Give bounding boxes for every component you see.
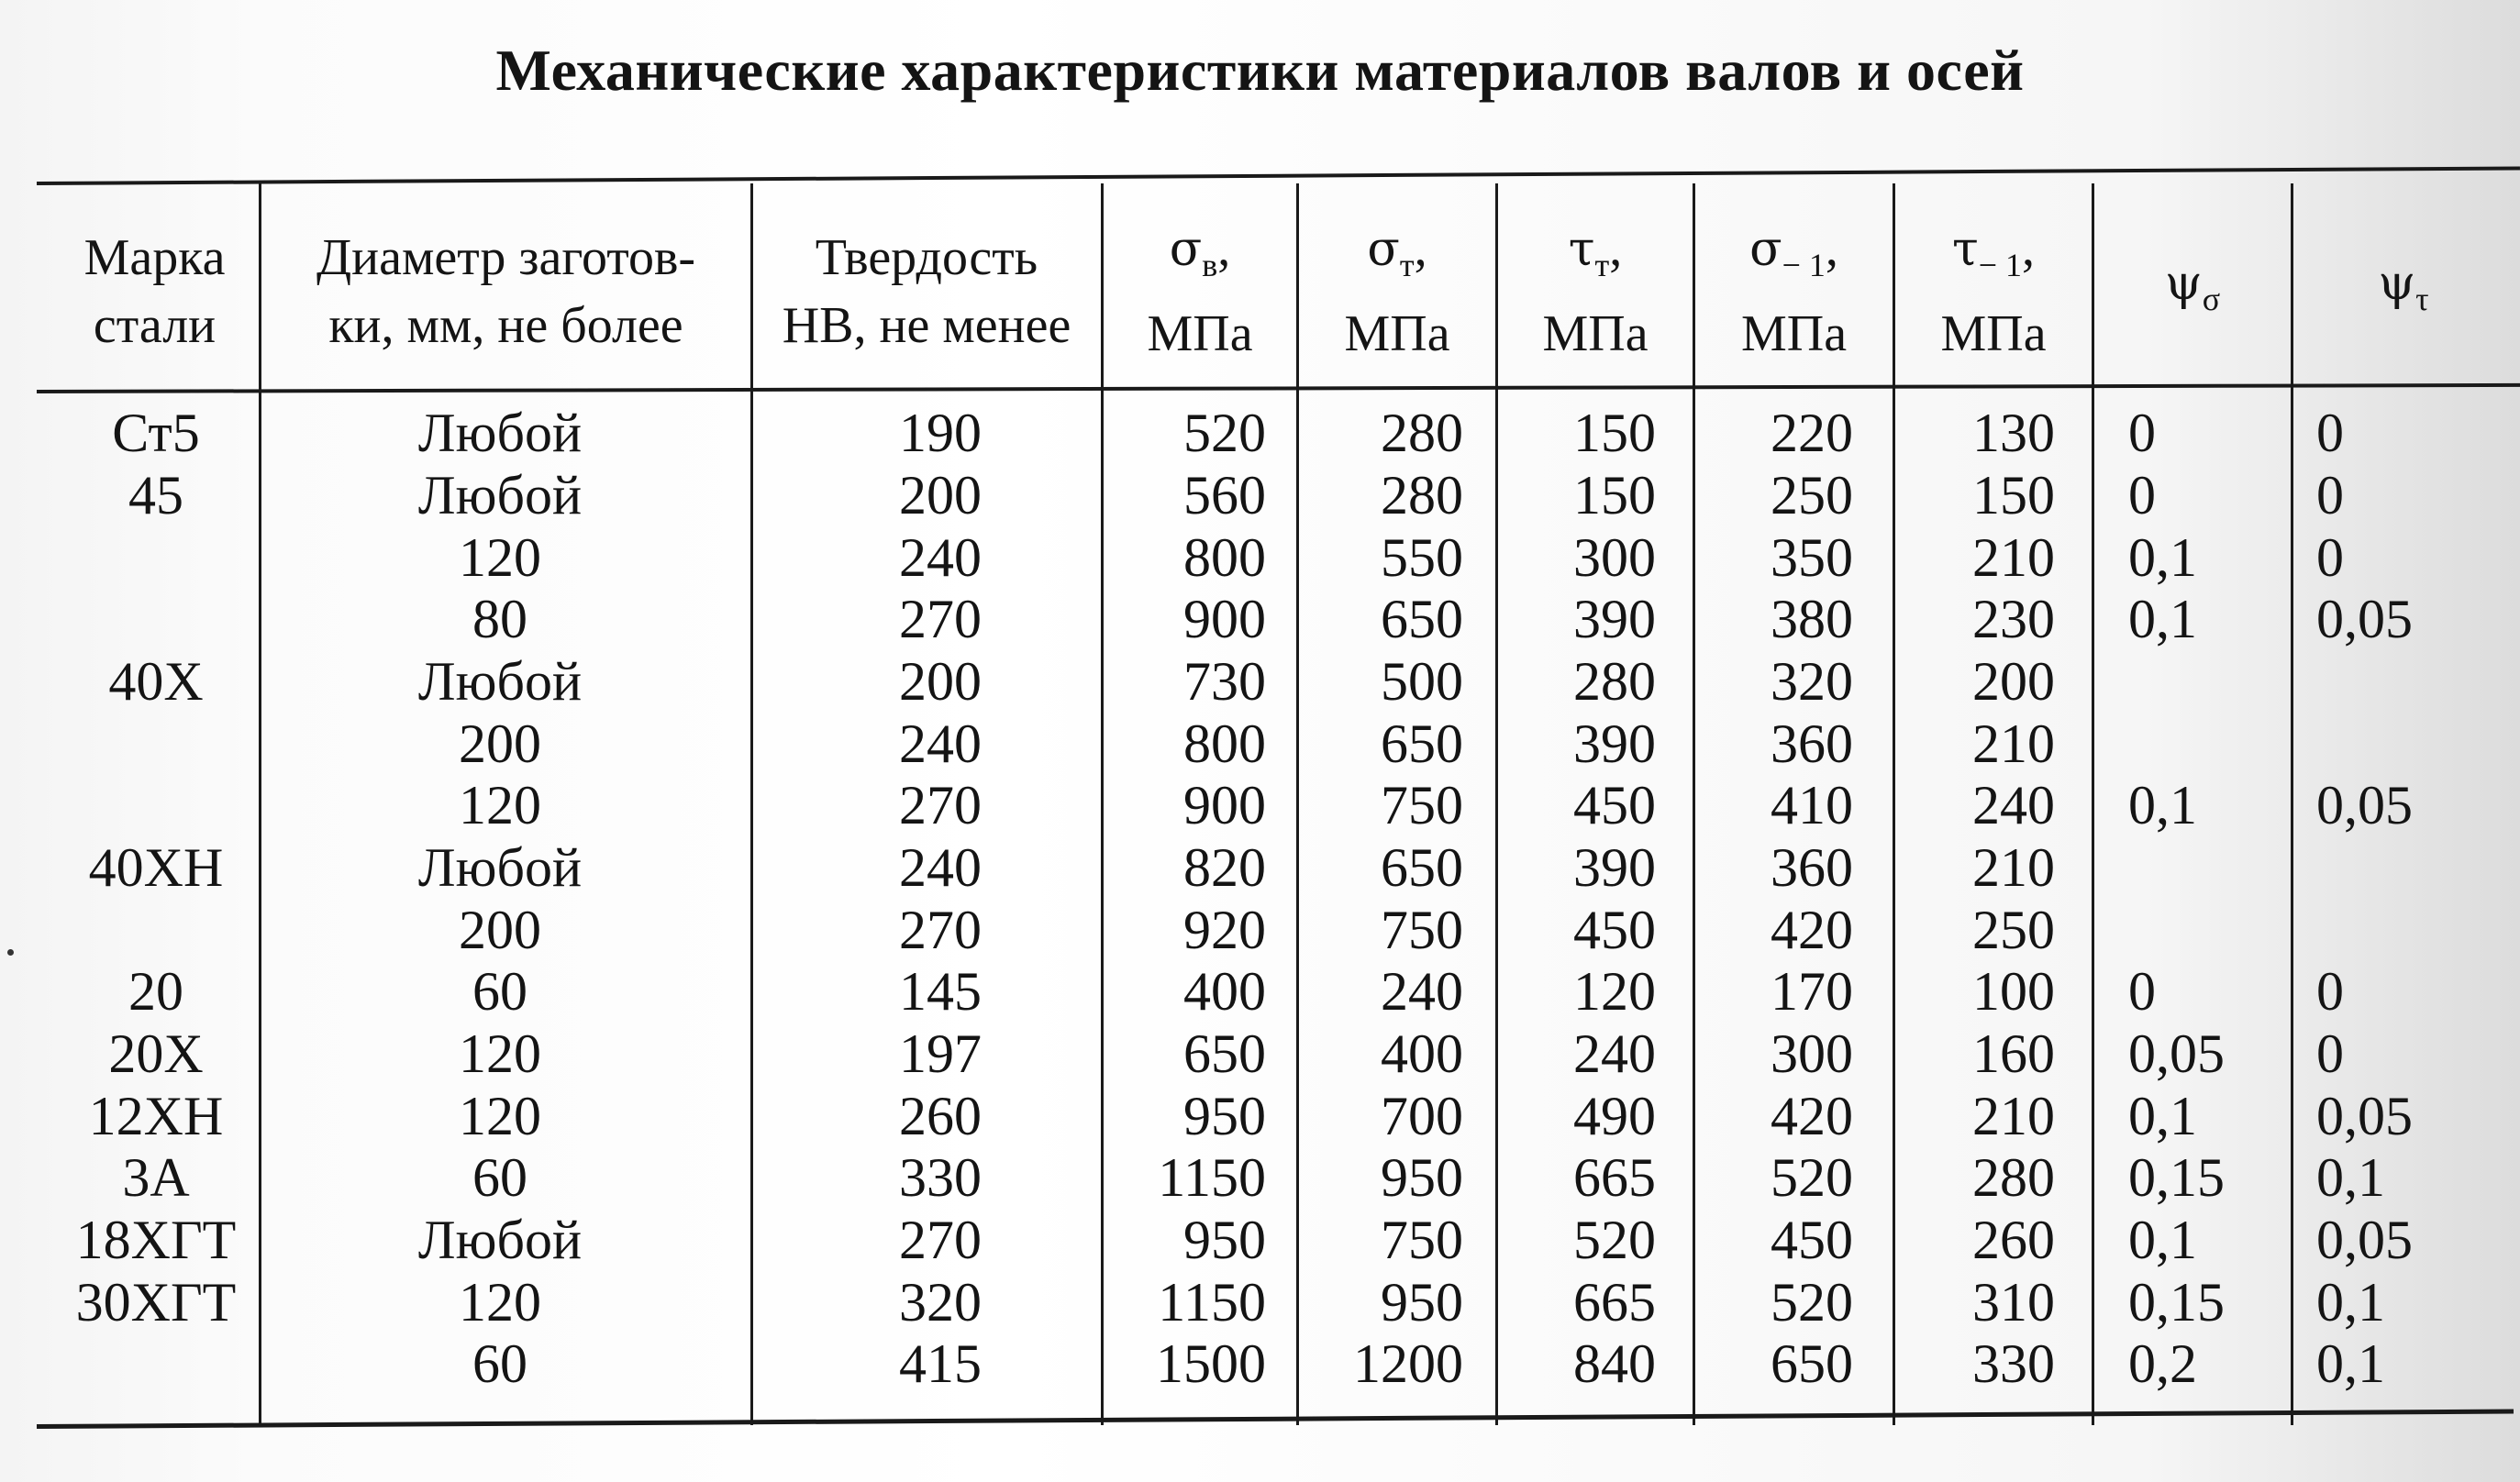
symbol-char: τ xyxy=(1951,222,1979,278)
header-unit: МПа xyxy=(1542,304,1649,362)
cell-psi-sigma: 0,1 xyxy=(2128,1210,2197,1270)
table-row xyxy=(0,836,2520,899)
cell-sigma-minus-1: 520 xyxy=(1771,1147,1853,1208)
cell-tau-t: 450 xyxy=(1573,900,1656,960)
symbol-comma: , xyxy=(1217,220,1231,278)
cell-tau-t: 280 xyxy=(1573,651,1656,712)
header-unit: МПа xyxy=(1940,304,2047,362)
cell-sigma-b: 1500 xyxy=(1156,1333,1266,1394)
cell-psi-tau: 0,1 xyxy=(2316,1272,2385,1333)
cell-sigma-minus-1: 650 xyxy=(1771,1333,1853,1394)
cell-psi-tau: 0 xyxy=(2316,403,2344,463)
table-row xyxy=(0,526,2520,589)
cell-tau-t: 390 xyxy=(1573,713,1656,774)
header-blank-diameter xyxy=(261,197,750,385)
table-row xyxy=(0,960,2520,1023)
cell-psi-tau: 0,05 xyxy=(2316,1086,2413,1146)
symbol-char: σ xyxy=(1749,222,1782,278)
cell-psi-tau xyxy=(2316,836,2509,899)
header-unit: МПа xyxy=(1740,304,1848,362)
cell-tau-minus-1: 330 xyxy=(1972,1333,2055,1394)
cell-hardness: 270 xyxy=(899,775,982,835)
cell-tau-minus-1: 260 xyxy=(1972,1210,2055,1270)
cell-blank-diameter: 60 xyxy=(472,1147,527,1208)
cell-sigma-t: 950 xyxy=(1381,1272,1463,1333)
cell-sigma-minus-1: 250 xyxy=(1771,465,1853,525)
cell-psi-tau xyxy=(2316,650,2509,713)
cell-sigma-b: 900 xyxy=(1183,775,1266,835)
symbol-subscript: в xyxy=(1202,247,1218,284)
cell-sigma-t: 750 xyxy=(1381,1210,1463,1270)
cell-sigma-minus-1: 520 xyxy=(1771,1272,1853,1333)
cell-sigma-minus-1: 420 xyxy=(1771,900,1853,960)
cell-hardness: 260 xyxy=(899,1086,982,1146)
cell-sigma-t: 400 xyxy=(1381,1023,1463,1084)
symbol-subscript: σ xyxy=(2202,281,2221,318)
cell-tau-t: 390 xyxy=(1573,589,1656,649)
cell-psi-tau: 0,05 xyxy=(2316,589,2413,649)
cell-psi-sigma xyxy=(2128,836,2312,899)
cell-tau-minus-1: 210 xyxy=(1972,713,2055,774)
cell-hardness: 200 xyxy=(899,465,982,525)
cell-sigma-b: 920 xyxy=(1183,900,1266,960)
cell-steel-grade: 3А xyxy=(122,1147,190,1208)
cell-psi-tau: 0 xyxy=(2316,961,2344,1022)
cell-blank-diameter: 60 xyxy=(472,961,527,1022)
cell-tau-t: 450 xyxy=(1573,775,1656,835)
cell-tau-minus-1: 200 xyxy=(1972,651,2055,712)
cell-sigma-b: 800 xyxy=(1183,527,1266,588)
cell-psi-sigma xyxy=(2128,899,2312,961)
cell-sigma-b: 900 xyxy=(1183,589,1266,649)
cell-steel-grade xyxy=(50,526,261,589)
cell-blank-diameter: 120 xyxy=(459,527,541,588)
cell-sigma-minus-1: 170 xyxy=(1771,961,1853,1022)
cell-sigma-minus-1: 420 xyxy=(1771,1086,1853,1146)
cell-sigma-t: 750 xyxy=(1381,900,1463,960)
table-title: Механические характеристики материалов валов и осей xyxy=(495,38,2025,103)
cell-blank-diameter: 80 xyxy=(472,589,527,649)
symbol-char: σ xyxy=(1367,222,1400,278)
cell-hardness: 330 xyxy=(899,1147,982,1208)
cell-hardness: 270 xyxy=(899,589,982,649)
symbol-char: σ xyxy=(1169,222,1203,278)
cell-psi-tau: 0,05 xyxy=(2316,775,2413,835)
header-steel-grade xyxy=(50,197,259,385)
cell-tau-t: 150 xyxy=(1573,465,1656,525)
table-row xyxy=(0,650,2520,713)
cell-sigma-b: 560 xyxy=(1183,465,1266,525)
cell-sigma-t: 240 xyxy=(1381,961,1463,1022)
cell-tau-minus-1: 250 xyxy=(1972,900,2055,960)
cell-tau-minus-1: 280 xyxy=(1972,1147,2055,1208)
cell-psi-tau xyxy=(2316,713,2509,775)
cell-tau-t: 120 xyxy=(1573,961,1656,1022)
cell-psi-sigma: 0 xyxy=(2128,465,2156,525)
cell-sigma-minus-1: 380 xyxy=(1771,589,1853,649)
cell-sigma-minus-1: 320 xyxy=(1771,651,1853,712)
cell-blank-diameter: 60 xyxy=(472,1333,527,1394)
cell-blank-diameter: 120 xyxy=(459,1023,541,1084)
cell-blank-diameter: Любой xyxy=(417,1210,583,1270)
cell-sigma-minus-1: 360 xyxy=(1771,837,1853,898)
cell-hardness: 320 xyxy=(899,1272,982,1333)
cell-tau-t: 390 xyxy=(1573,837,1656,898)
symbol-comma: , xyxy=(2022,220,2036,278)
cell-psi-tau xyxy=(2316,899,2509,961)
cell-sigma-t: 950 xyxy=(1381,1147,1463,1208)
symbol-subscript: − 1 xyxy=(1782,247,1826,284)
cell-psi-sigma: 0,1 xyxy=(2128,527,2197,588)
cell-psi-sigma xyxy=(2128,713,2312,775)
header-psi-tau xyxy=(2293,197,2514,385)
cell-sigma-minus-1: 450 xyxy=(1771,1210,1853,1270)
cell-blank-diameter: Любой xyxy=(417,651,583,712)
cell-tau-t: 490 xyxy=(1573,1086,1656,1146)
table-row xyxy=(0,1209,2520,1271)
cell-steel-grade: 12ХН xyxy=(88,1086,224,1146)
cell-sigma-b: 1150 xyxy=(1158,1147,1266,1208)
cell-sigma-b: 950 xyxy=(1183,1210,1266,1270)
header-line: стали xyxy=(93,296,216,354)
cell-tau-minus-1: 160 xyxy=(1972,1023,2055,1084)
cell-psi-tau: 0 xyxy=(2316,465,2344,525)
cell-sigma-t: 280 xyxy=(1381,465,1463,525)
cell-sigma-t: 1200 xyxy=(1353,1333,1463,1394)
cell-blank-diameter: 200 xyxy=(459,713,541,774)
cell-hardness: 415 xyxy=(899,1333,982,1394)
cell-sigma-minus-1: 220 xyxy=(1771,403,1853,463)
cell-hardness: 240 xyxy=(899,837,982,898)
table-row xyxy=(0,1085,2520,1147)
cell-sigma-minus-1: 360 xyxy=(1771,713,1853,774)
header-line: НВ, не менее xyxy=(782,296,1071,354)
symbol-comma: , xyxy=(1825,220,1838,278)
header-line: Твердость xyxy=(815,228,1038,286)
cell-psi-sigma: 0 xyxy=(2128,403,2156,463)
header-symbol xyxy=(1569,215,1623,299)
table-row xyxy=(0,1023,2520,1085)
cell-hardness: 197 xyxy=(899,1023,982,1084)
header-line: ки, мм, не более xyxy=(328,296,683,354)
cell-sigma-t: 280 xyxy=(1381,403,1463,463)
cell-hardness: 145 xyxy=(899,961,982,1022)
cell-sigma-t: 650 xyxy=(1381,589,1463,649)
cell-tau-minus-1: 210 xyxy=(1972,1086,2055,1146)
header-unit: МПа xyxy=(1147,304,1253,362)
cell-blank-diameter: Любой xyxy=(417,465,583,525)
table-row xyxy=(0,1146,2520,1209)
cell-steel-grade xyxy=(50,774,261,836)
table-top-rule xyxy=(37,166,2520,185)
cell-sigma-minus-1: 410 xyxy=(1771,775,1853,835)
cell-blank-diameter: Любой xyxy=(417,403,583,463)
cell-steel-grade xyxy=(50,1333,261,1395)
symbol-comma: , xyxy=(1609,220,1623,278)
table-row xyxy=(0,1333,2520,1395)
symbol-subscript: − 1 xyxy=(1978,247,2023,284)
cell-sigma-minus-1: 300 xyxy=(1771,1023,1853,1084)
cell-steel-grade: 40ХН xyxy=(88,837,224,898)
header-tau-t xyxy=(1498,197,1693,385)
cell-sigma-t: 750 xyxy=(1381,775,1463,835)
cell-steel-grade: Ст5 xyxy=(112,403,200,463)
symbol-subscript: т xyxy=(1399,247,1415,284)
cell-psi-sigma: 0,1 xyxy=(2128,1086,2197,1146)
cell-psi-sigma: 0 xyxy=(2128,961,2156,1022)
cell-tau-minus-1: 210 xyxy=(1972,527,2055,588)
header-psi-sigma xyxy=(2094,197,2291,385)
header-sigma-minus-1 xyxy=(1695,197,1893,385)
table-bottom-rule xyxy=(37,1410,2514,1429)
cell-steel-grade: 18ХГТ xyxy=(75,1210,237,1270)
cell-steel-grade: 30ХГТ xyxy=(75,1272,237,1333)
cell-blank-diameter: Любой xyxy=(417,837,583,898)
cell-tau-minus-1: 210 xyxy=(1972,837,2055,898)
cell-sigma-t: 650 xyxy=(1381,837,1463,898)
cell-tau-minus-1: 240 xyxy=(1972,775,2055,835)
symbol-subscript: τ xyxy=(2415,281,2429,318)
cell-blank-diameter: 120 xyxy=(459,1086,541,1146)
cell-steel-grade xyxy=(50,899,261,961)
cell-psi-tau: 0,05 xyxy=(2316,1210,2413,1270)
cell-hardness: 270 xyxy=(899,1210,982,1270)
cell-tau-t: 300 xyxy=(1573,527,1656,588)
cell-hardness: 240 xyxy=(899,527,982,588)
table-row xyxy=(0,402,2520,464)
header-unit: МПа xyxy=(1344,304,1450,362)
symbol-subscript: т xyxy=(1594,247,1610,284)
cell-tau-t: 520 xyxy=(1573,1210,1656,1270)
table-row xyxy=(0,1271,2520,1333)
header-line: Марка xyxy=(83,228,226,286)
table-row xyxy=(0,464,2520,526)
cell-steel-grade: 20Х xyxy=(108,1023,204,1084)
cell-psi-sigma: 0,1 xyxy=(2128,589,2197,649)
header-symbol xyxy=(1170,215,1231,299)
cell-steel-grade xyxy=(50,713,261,775)
header-sigma-b xyxy=(1104,197,1296,385)
cell-sigma-b: 820 xyxy=(1183,837,1266,898)
table-row xyxy=(0,588,2520,650)
header-symbol xyxy=(2165,249,2220,333)
cell-psi-sigma: 0,2 xyxy=(2128,1333,2197,1394)
header-symbol xyxy=(1952,215,2035,299)
cell-tau-minus-1: 230 xyxy=(1972,589,2055,649)
cell-blank-diameter: 200 xyxy=(459,900,541,960)
cell-tau-t: 840 xyxy=(1573,1333,1656,1394)
cell-sigma-b: 950 xyxy=(1183,1086,1266,1146)
cell-tau-t: 240 xyxy=(1573,1023,1656,1084)
cell-steel-grade: 40Х xyxy=(108,651,204,712)
cell-psi-tau: 0 xyxy=(2316,1023,2344,1084)
cell-sigma-t: 500 xyxy=(1381,651,1463,712)
cell-tau-t: 665 xyxy=(1573,1147,1656,1208)
cell-psi-sigma: 0,15 xyxy=(2128,1147,2225,1208)
cell-psi-sigma: 0,1 xyxy=(2128,775,2197,835)
cell-sigma-t: 550 xyxy=(1381,527,1463,588)
cell-psi-tau: 0,1 xyxy=(2316,1333,2385,1394)
cell-psi-tau: 0 xyxy=(2316,527,2344,588)
cell-psi-tau: 0,1 xyxy=(2316,1147,2385,1208)
cell-sigma-t: 650 xyxy=(1381,713,1463,774)
cell-sigma-t: 700 xyxy=(1381,1086,1463,1146)
header-hardness xyxy=(752,197,1101,385)
cell-sigma-b: 800 xyxy=(1183,713,1266,774)
table-row xyxy=(0,774,2520,836)
symbol-char: ψ xyxy=(2378,256,2416,312)
header-tau-minus-1 xyxy=(1895,197,2092,385)
cell-blank-diameter: 120 xyxy=(459,1272,541,1333)
symbol-char: ψ xyxy=(2164,256,2203,312)
cell-tau-minus-1: 100 xyxy=(1972,961,2055,1022)
cell-psi-sigma xyxy=(2128,650,2312,713)
cell-hardness: 270 xyxy=(899,900,982,960)
cell-sigma-b: 650 xyxy=(1183,1023,1266,1084)
cell-psi-sigma: 0,15 xyxy=(2128,1272,2225,1333)
cell-tau-minus-1: 310 xyxy=(1972,1272,2055,1333)
header-line: Диаметр заготов- xyxy=(316,228,696,286)
symbol-char: τ xyxy=(1568,222,1595,278)
scan-speck xyxy=(7,949,14,956)
table-row xyxy=(0,713,2520,775)
cell-sigma-b: 1150 xyxy=(1158,1272,1266,1333)
symbol-comma: , xyxy=(1414,220,1427,278)
cell-psi-sigma: 0,05 xyxy=(2128,1023,2225,1084)
cell-sigma-b: 730 xyxy=(1183,651,1266,712)
header-sigma-t xyxy=(1299,197,1495,385)
table-row xyxy=(0,899,2520,961)
header-symbol xyxy=(1367,215,1427,299)
header-symbol xyxy=(2378,249,2428,333)
cell-hardness: 190 xyxy=(899,403,982,463)
cell-blank-diameter: 120 xyxy=(459,775,541,835)
cell-hardness: 200 xyxy=(899,651,982,712)
cell-tau-t: 150 xyxy=(1573,403,1656,463)
cell-tau-minus-1: 130 xyxy=(1972,403,2055,463)
cell-steel-grade xyxy=(50,588,261,650)
cell-steel-grade: 20 xyxy=(128,961,183,1022)
cell-steel-grade: 45 xyxy=(128,465,183,525)
cell-sigma-b: 400 xyxy=(1183,961,1266,1022)
cell-tau-t: 665 xyxy=(1573,1272,1656,1333)
cell-hardness: 240 xyxy=(899,713,982,774)
cell-tau-minus-1: 150 xyxy=(1972,465,2055,525)
cell-sigma-minus-1: 350 xyxy=(1771,527,1853,588)
header-symbol xyxy=(1749,215,1838,299)
cell-sigma-b: 520 xyxy=(1183,403,1266,463)
